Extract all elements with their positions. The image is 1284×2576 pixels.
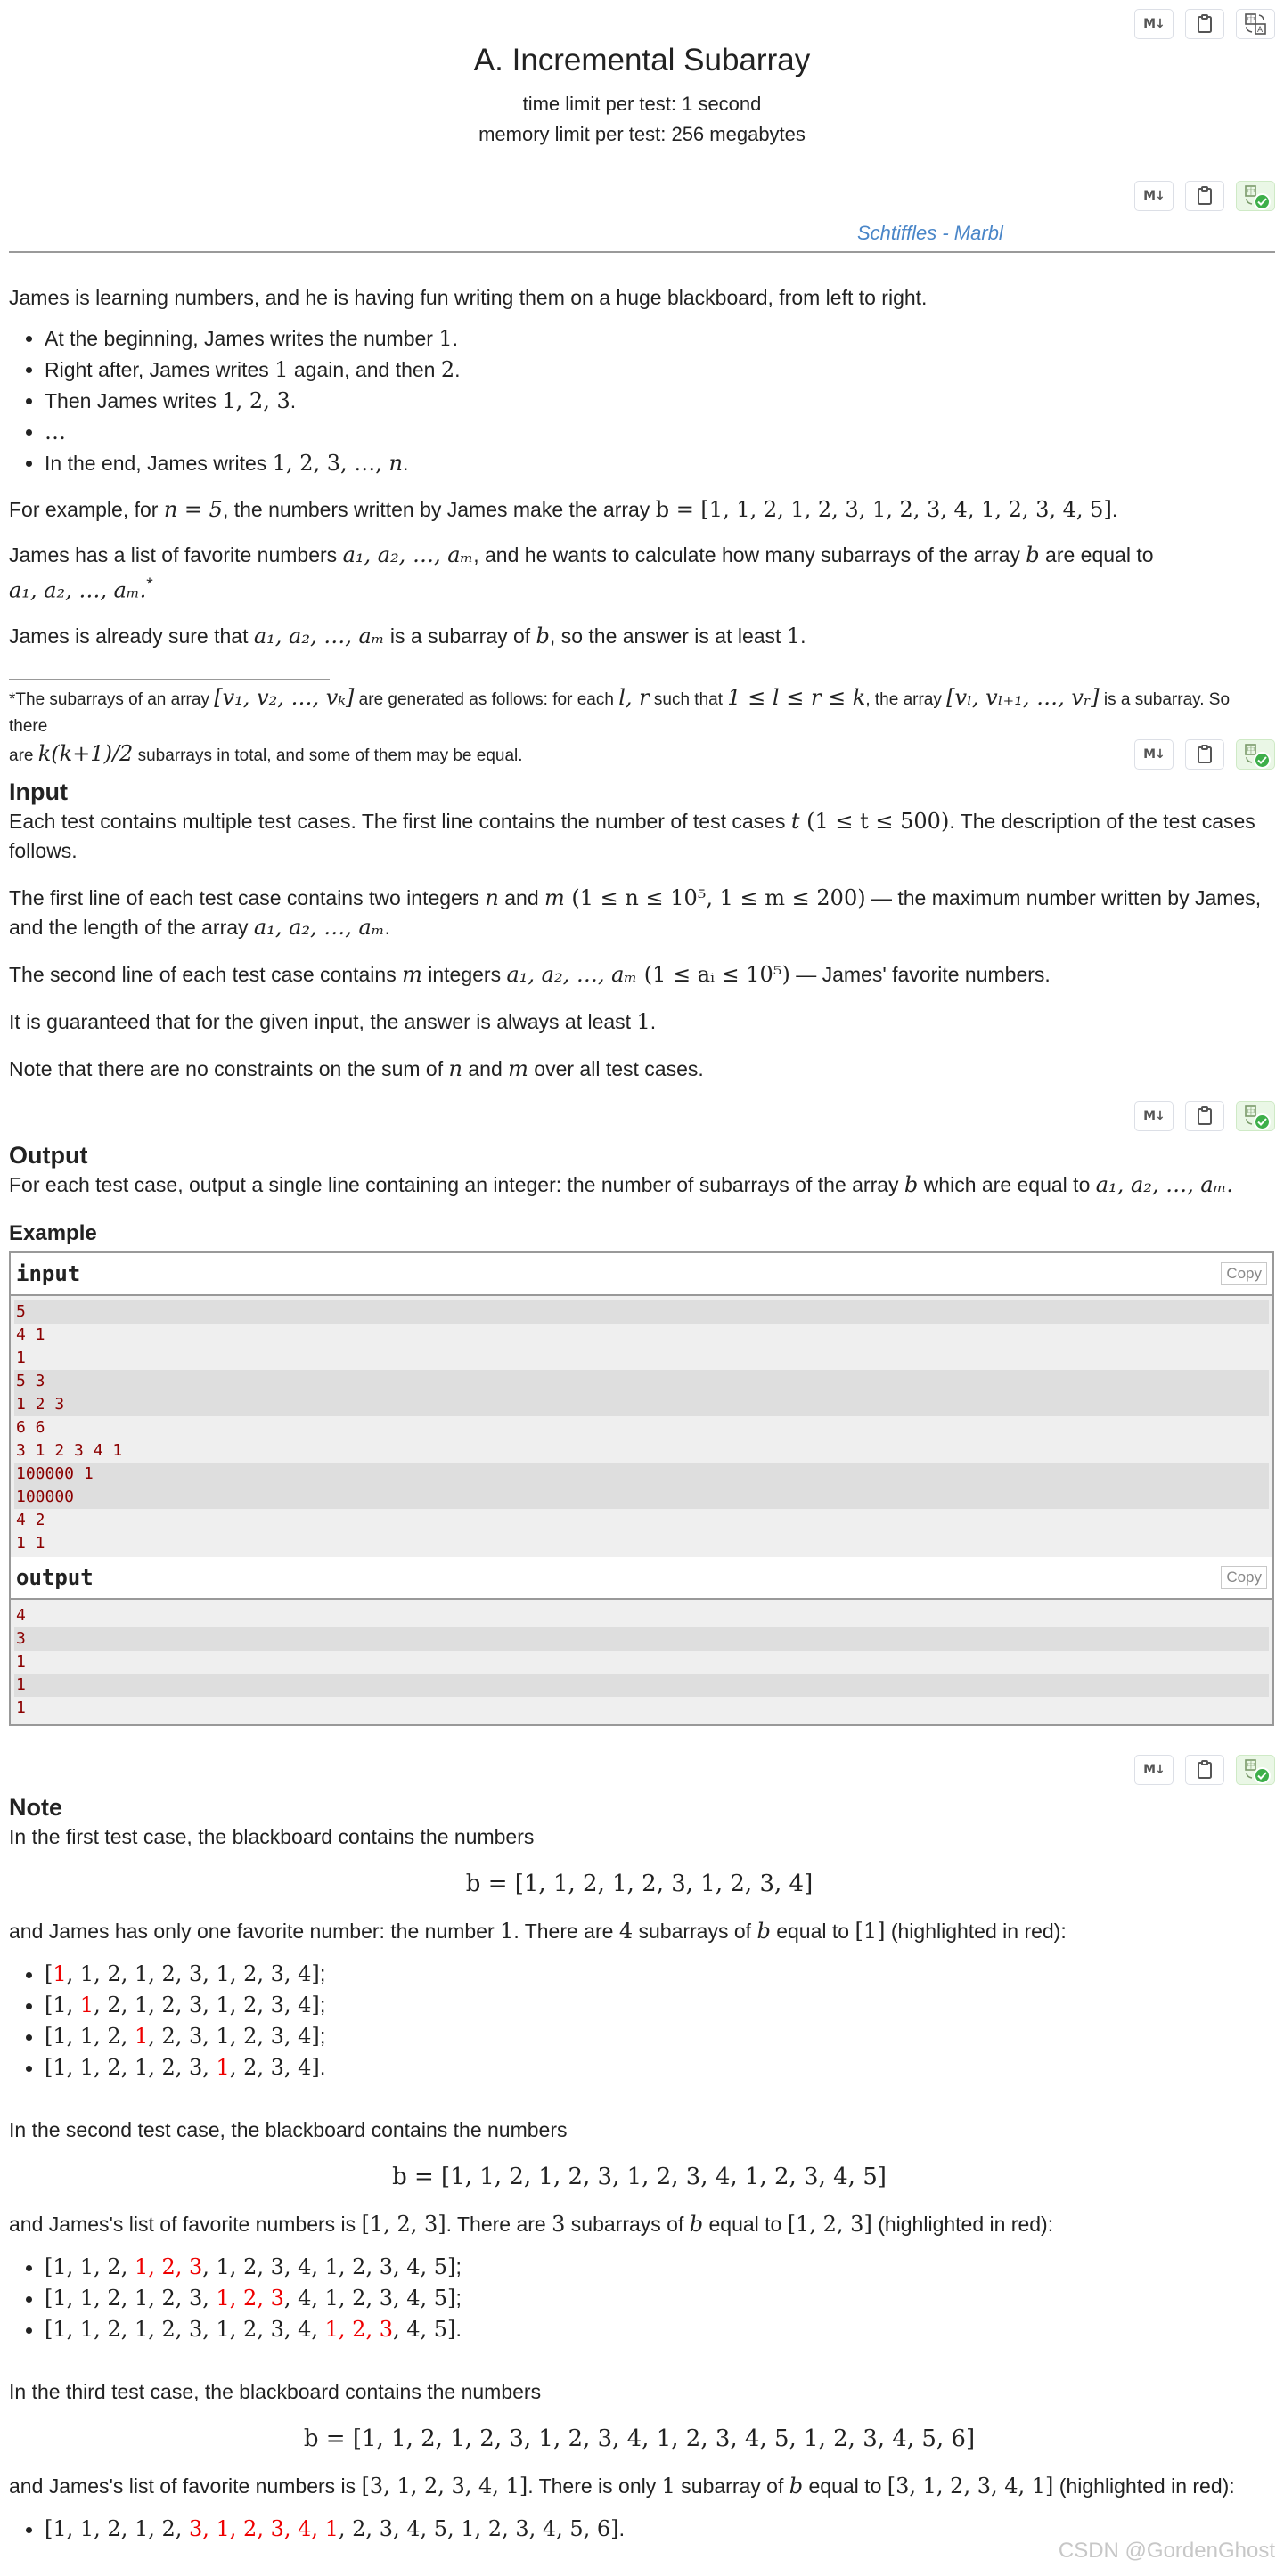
clipboard-icon	[1197, 1760, 1213, 1780]
translate-toggle-active[interactable]	[1236, 1755, 1275, 1785]
input-paragraph: It is guaranteed that for the given input, the answer is always at least 1.	[9, 1009, 657, 1034]
sample-input-box	[9, 1251, 1274, 1561]
list-item: • Then James writes 1, 2, 3.	[45, 386, 1270, 417]
check-icon	[1254, 1767, 1271, 1784]
translate-toggle-active[interactable]	[1236, 181, 1275, 211]
sample-line: 3 1 2 3 4 1	[16, 1441, 123, 1460]
divider	[9, 251, 1275, 253]
toolbar-output	[1134, 1101, 1275, 1131]
svg-text:中: 中	[1247, 746, 1255, 755]
list-item: • …	[45, 417, 1270, 448]
input-paragraph: The second line of each test case contains m integers a₁, a₂, …, aₘ (1 ≤ aᵢ ≤ 10⁵) — James' favorite numbers.	[9, 962, 1051, 987]
markdown-icon: M↓	[1143, 17, 1165, 31]
sample-line: 1 2 3	[14, 1393, 1269, 1416]
list-item: • [1, 1, 2, 1, 2, 3, 1, 2, 3, 4, 1, 2, 3, 4, 5].	[45, 2314, 1270, 2345]
note-case1-desc: and James has only one favorite number: the number 1. There are 4 subarrays of b equal to [1] (highlighted in red):	[9, 1919, 1067, 1944]
note-case2-intro: In the second test case, the blackboard contains the numbers	[9, 2118, 568, 2141]
sample-line: 6 6	[16, 1418, 45, 1437]
copy-section-button[interactable]	[1185, 1101, 1224, 1131]
note-case3-array: b = [1, 1, 2, 1, 2, 3, 1, 2, 3, 4, 1, 2, 3, 4, 5, 1, 2, 3, 4, 5, 6]	[303, 2425, 976, 2452]
highlighted-subarray: 1, 2, 3	[216, 2286, 284, 2311]
svg-text:中: 中	[1247, 188, 1255, 197]
sample-output-box	[9, 1557, 1274, 1726]
highlighted-subarray: 1	[53, 1961, 67, 1986]
svg-text:中: 中	[1247, 1108, 1255, 1117]
footnote-divider	[9, 679, 330, 680]
sample-output-content[interactable]	[11, 1600, 1272, 1724]
list-item: • Right after, James writes 1 again, and then 2.	[45, 355, 1270, 386]
list-item: • [1, 1, 2, 1, 2, 3, 1, 2, 3, 4];	[45, 1959, 1270, 1990]
footnote: *The subarrays of an array [v₁, v₂, …, vₖ] are generated as follows: for each l, r such that 1 ≤ l ≤ r ≤ k, the array [vₗ, vₗ₊₁, …, vᵣ] is a subarray. So there are k(k+1)/2 subarrays in total, and some of them may be equal.	[9, 679, 1270, 770]
sample-line: 100000	[14, 1486, 1269, 1509]
watermark: CSDN @GordenGhost	[1058, 2539, 1275, 2563]
markdown-button[interactable]	[1134, 739, 1174, 770]
copy-output-button[interactable]: Copy	[1221, 1566, 1267, 1589]
sample-line: 1	[16, 1349, 26, 1367]
input-section	[9, 777, 1270, 1084]
highlighted-subarray: 3, 1, 2, 3, 4, 1	[189, 2516, 339, 2541]
check-icon	[1254, 752, 1271, 769]
highlighted-subarray: 1	[216, 2055, 230, 2080]
markdown-icon: M↓	[1143, 1763, 1165, 1777]
markdown-icon: M↓	[1143, 747, 1165, 762]
translate-toggle-active[interactable]	[1236, 739, 1275, 770]
statement-body	[9, 283, 1270, 651]
translate-icon	[1244, 12, 1267, 36]
note-case3-desc: and James's list of favorite numbers is [3, 1, 2, 3, 4, 1]. There is only 1 subarray of b equal to [3, 1, 2, 3, 4, 1] (highlighted in red):	[9, 2474, 1235, 2499]
sample-input-content[interactable]	[11, 1296, 1272, 1560]
svg-text:A: A	[1257, 26, 1264, 35]
sample-line: 1	[16, 1699, 26, 1717]
guarantee-paragraph: James is already sure that a₁, a₂, …, aₘ is a subarray of b, so the answer is at least 1.	[9, 623, 806, 648]
toolbar-statement	[1134, 181, 1275, 211]
output-paragraph: For each test case, output a single line containing an integer: the number of subarrays of the array b which are equal to a₁, a₂, …, aₘ.	[9, 1172, 1234, 1197]
list-item: • In the end, James writes 1, 2, 3, …, n.	[45, 448, 1270, 479]
markdown-button[interactable]	[1134, 1755, 1174, 1785]
markdown-icon: M↓	[1143, 189, 1165, 203]
copy-section-button[interactable]	[1185, 1755, 1224, 1785]
note-heading: Note	[9, 1794, 62, 1821]
markdown-icon: M↓	[1143, 1109, 1165, 1123]
sample-line: 1 1	[16, 1534, 45, 1553]
copy-statement-button[interactable]	[1185, 181, 1224, 211]
sample-line: 1	[14, 1674, 1269, 1697]
toolbar-note	[1134, 1755, 1275, 1785]
highlighted-subarray: 1	[79, 1993, 94, 2018]
highlighted-subarray: 1, 2, 3	[324, 2317, 393, 2342]
clipboard-icon	[1197, 745, 1213, 764]
translate-button[interactable]	[1236, 9, 1275, 39]
note-case1-list	[9, 1959, 1270, 2083]
markdown-button[interactable]	[1134, 1101, 1174, 1131]
markdown-button[interactable]	[1134, 9, 1174, 39]
example-paragraph: For example, for n = 5, the numbers written by James make the array b = [1, 1, 2, 1, 2, 3, 1, 2, 3, 4, 1, 2, 3, 4, 5].	[9, 497, 1118, 522]
note-section	[9, 1792, 1270, 2545]
svg-text:中: 中	[1247, 16, 1255, 25]
sample-line: 5	[14, 1300, 1269, 1324]
clipboard-icon	[1197, 1106, 1213, 1126]
list-item: • [1, 1, 2, 1, 2, 3, 1, 2, 3, 4, 1, 2, 3, 4, 5];	[45, 2252, 1270, 2283]
list-item: • At the beginning, James writes the number 1.	[45, 323, 1270, 355]
input-paragraph: Note that there are no constraints on the sum of n and m over all test cases.	[9, 1056, 704, 1081]
check-icon	[1254, 1113, 1271, 1130]
list-item: • [1, 1, 2, 1, 2, 3, 1, 2, 3, 4].	[45, 2052, 1270, 2083]
list-item: • [1, 1, 2, 1, 2, 3, 1, 2, 3, 4, 1, 2, 3, 4, 5, 1, 2, 3, 4, 5, 6].	[45, 2514, 1270, 2545]
steps-list	[9, 323, 1270, 479]
sample-line: 4 2	[16, 1511, 45, 1529]
sample-input-label: input	[16, 1261, 81, 1286]
note-case1-intro: In the first test case, the blackboard contains the numbers	[9, 1825, 535, 1848]
toolbar-top	[1134, 9, 1275, 39]
clipboard-icon	[1197, 14, 1213, 34]
sample-line: 3	[14, 1627, 1269, 1651]
example-heading-wrap	[9, 1219, 1270, 1248]
statement-intro: James is learning numbers, and he is having fun writing them on a huge blackboard, from left to right.	[9, 286, 928, 309]
input-paragraph: Each test contains multiple test cases. The first line contains the number of test cases t (1 ≤ t ≤ 500). The description of the test cases follows.	[9, 809, 1255, 862]
translate-toggle-active[interactable]	[1236, 1101, 1275, 1131]
sample-line: 1	[16, 1652, 26, 1671]
input-heading: Input	[9, 779, 68, 805]
note-case2-list	[9, 2252, 1270, 2345]
list-item: • [1, 1, 2, 1, 2, 3, 1, 2, 3, 4, 1, 2, 3, 4, 5];	[45, 2283, 1270, 2314]
sample-line: 4 1	[16, 1325, 45, 1344]
copy-section-button[interactable]	[1185, 739, 1224, 770]
example-heading: Example	[9, 1221, 97, 1245]
sample-output-label: output	[16, 1565, 94, 1590]
copy-statement-button[interactable]	[1185, 9, 1224, 39]
problem-header	[9, 39, 1275, 150]
input-paragraph: The first line of each test case contains two integers n and m (1 ≤ n ≤ 10⁵, 1 ≤ m ≤ 200) — the maximum number written by James, and the length of the array a₁, a₂, …, aₘ.	[9, 885, 1262, 940]
list-item: • [1, 1, 2, 1, 2, 3, 1, 2, 3, 4];	[45, 2021, 1270, 2052]
note-case2-array: b = [1, 1, 2, 1, 2, 3, 1, 2, 3, 4, 1, 2, 3, 4, 5]	[392, 2164, 887, 2190]
svg-text:中: 中	[1247, 1762, 1255, 1771]
sample-line: 5 3	[14, 1370, 1269, 1393]
note-case1-array: b = [1, 1, 2, 1, 2, 3, 1, 2, 3, 4]	[465, 1871, 814, 1897]
note-case2-desc: and James's list of favorite numbers is [1, 2, 3]. There are 3 subarrays of b equal to [1, 2, 3] (highlighted in red):	[9, 2212, 1054, 2237]
clipboard-icon	[1197, 186, 1213, 206]
author-link[interactable]: Schtiffles - Marbl	[857, 222, 1003, 244]
sample-line: 100000 1	[14, 1463, 1269, 1486]
time-limit: time limit per test: 1 second	[522, 93, 762, 115]
note-case3-intro: In the third test case, the blackboard contains the numbers	[9, 2380, 542, 2403]
copy-input-button[interactable]: Copy	[1221, 1262, 1267, 1285]
highlighted-subarray: 1	[134, 2024, 149, 2049]
output-heading: Output	[9, 1142, 88, 1169]
memory-limit: memory limit per test: 256 megabytes	[478, 123, 806, 145]
output-section	[9, 1140, 1270, 1200]
highlighted-subarray: 1, 2, 3	[134, 2254, 203, 2279]
check-icon	[1254, 193, 1271, 210]
favorites-paragraph: James has a list of favorite numbers a₁, a₂, …, aₘ, and he wants to calculate how many subarrays of the array b are equal to a₁, a₂, …, aₘ.*	[9, 542, 1154, 603]
markdown-button[interactable]	[1134, 181, 1174, 211]
toolbar-input	[1134, 739, 1275, 770]
sample-line: 4	[16, 1606, 26, 1625]
problem-title: A. Incremental Subarray	[473, 43, 811, 77]
list-item: • [1, 1, 2, 1, 2, 3, 1, 2, 3, 4];	[45, 1990, 1270, 2021]
